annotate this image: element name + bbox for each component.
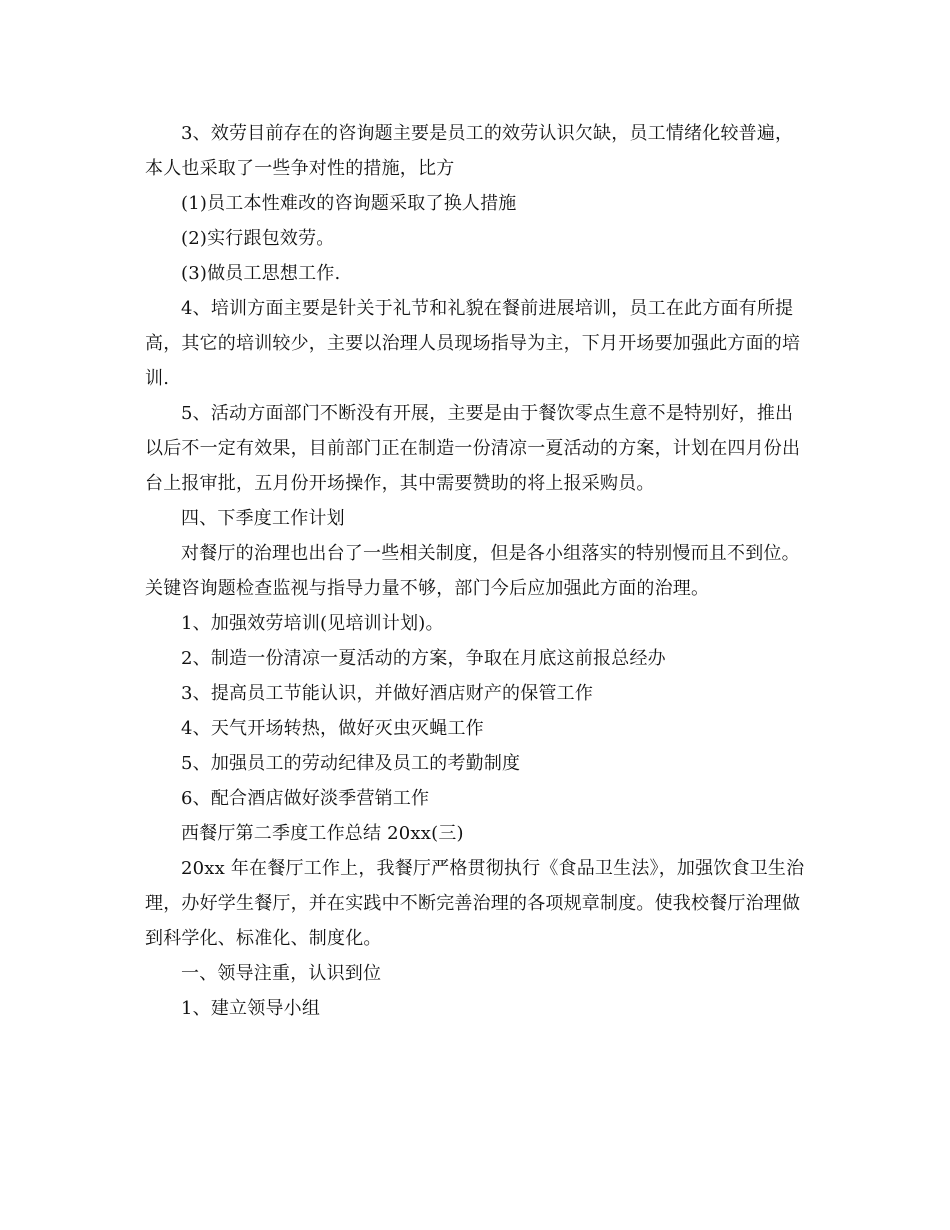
plan-item-2: 2、制造一份清凉一夏活动的方案，争取在月底这前报总经办 <box>181 648 666 669</box>
list-item-replace-staff: (1)员工本性难改的咨询题采取了换人措施 <box>181 193 517 214</box>
list-item-staff-mindset: (3)做员工思想工作. <box>181 263 341 284</box>
paragraph-service-issues: 3、效劳目前存在的咨询题主要是员工的效劳认识欠缺，员工情绪化较普遍，本人也采取了一些争对性的措施，比方 <box>145 123 794 179</box>
plan-item-5: 5、加强员工的劳动纪律及员工的考勤制度 <box>181 753 521 774</box>
paragraph-training: 4、培训方面主要是针关于礼节和礼貌在餐前进展培训，员工在此方面有所提高，其它的培训较少，主要以治理人员现场指导为主，下月开场要加强此方面的培训. <box>145 298 801 389</box>
plan-item-1: 1、加强效劳培训(见培训计划)。 <box>181 613 444 634</box>
list-item-leadership-group: 1、建立领导小组 <box>181 998 321 1019</box>
document-body <box>145 116 810 1026</box>
plan-item-6: 6、配合酒店做好淡季营销工作 <box>181 788 430 809</box>
section-heading-next-quarter-plan: 四、下季度工作计划 <box>181 508 345 529</box>
list-item-dedicated-service: (2)实行跟包效劳。 <box>181 228 335 249</box>
paragraph-management: 对餐厅的治理也出台了一些相关制度，但是各小组落实的特别慢而且不到位。关键咨询题检查监视与指导力量不够，部门今后应加强此方面的治理。 <box>145 543 800 599</box>
paragraph-activities: 5、活动方面部门不断没有开展，主要是由于餐饮零点生意不是特别好，推出以后不一定有效果，目前部门正在制造一份清凉一夏活动的方案，计划在四月份出台上报审批，五月份开场操作，其中需要赞助的将上报采购员。 <box>145 403 801 494</box>
paragraph-food-hygiene: 20xx 年在餐厅工作上，我餐厅严格贯彻执行《食品卫生法》，加强饮食卫生治理，办好学生餐厅，并在实践中不断完善治理的各项规章制度。使我校餐厅治理做到科学化、标准化、制度化。 <box>145 858 805 949</box>
document-subtitle: 西餐厅第二季度工作总结 20xx(三) <box>181 823 464 844</box>
section-heading-leadership: 一、领导注重，认识到位 <box>181 963 382 984</box>
plan-item-4: 4、天气开场转热，做好灭虫灭蝇工作 <box>181 718 484 739</box>
plan-item-3: 3、提高员工节能认识，并做好酒店财产的保管工作 <box>181 683 594 704</box>
